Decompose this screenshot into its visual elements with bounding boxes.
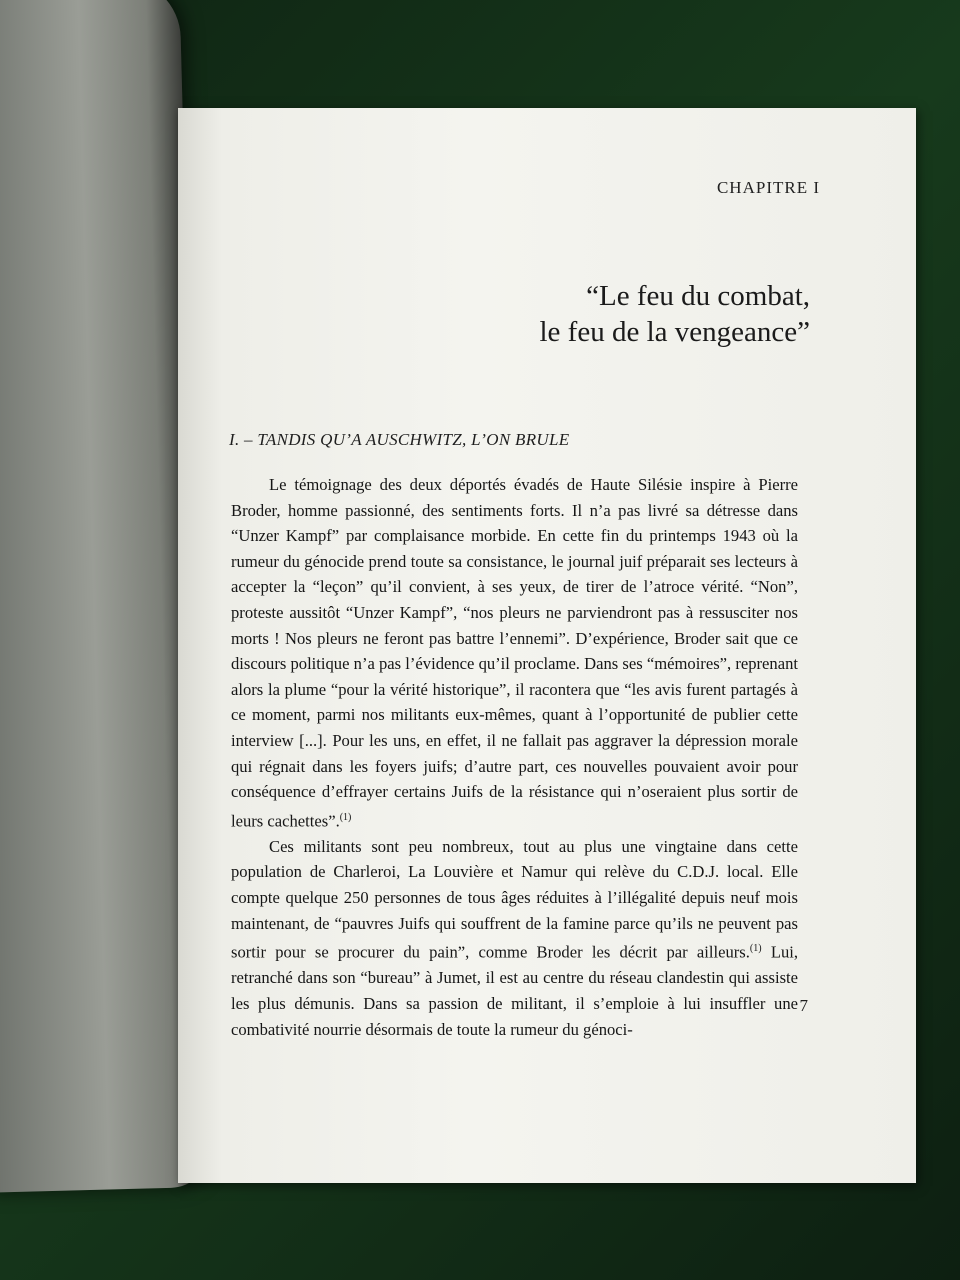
body-text (231, 472, 798, 1042)
chapter-label: CHAPITRE I (716, 178, 820, 197)
chapter-title (540, 278, 811, 350)
paragraph (231, 472, 798, 834)
paragraph-text: Ces militants sont peu nombreux, tout au plus une vingtaine dans cette population de Charleroi, La Louvière et Namur qui relève du C.D.J. local. Elle compte quelque 250 personnes de tous âges réduites à l’illégalité depuis neuf mois maintenant, de “pauvres Juifs qui souffrent de la famine parce qu’ils ne peuvent pas sortir pour se procurer du pain”, comme Broder les décrit par ailleurs. (231, 836, 798, 962)
section-heading: I. – TANDIS QU’A AUSCHWITZ, L’ON BRULE (229, 430, 570, 449)
paragraph-text: Lui, retranché dans son “bureau” à Jumet, il est au centre du réseau clandestin qui assiste les plus démunis. Dans sa passion de militant, il s’emploie à lui insuffler une combativité nourrie désormais de toute la rumeur du génoci- (231, 942, 799, 1039)
page-number: 7 (799, 996, 808, 1015)
paragraph (231, 834, 798, 1042)
chapter-title-line-1: “Le feu du combat, (586, 280, 810, 312)
paragraph-text: Le témoignage des deux déportés évadés de Haute Silésie inspire à Pierre Broder, homme passionné, des sentiments forts. Il n’a pas livré sa détresse dans “Unzer Kampf” par complaisance morbide. En cette fin du printemps 1943 où la rumeur du génocide prend toute sa consistance, le journal juif préparait ses lecteurs à accepter la “leçon” qu’il convient, à ses yeux, de tirer de l’atroce vérité. “Non”, proteste aussitôt “Unzer Kampf”, “nos pleurs ne parviendront pas à ressusciter nos morts ! Nos pleurs ne feront pas battre l’ennemi”. D’expérience, Broder sait que ce discours politique n’a pas l’évidence qu’il proclame. Dans ses “mémoires”, reprenant alors la plume “pour la vérité historique”, il racontera que “les avis furent partagés à ce moment, parmi nos militants eux-mêmes, quant à l’opportunité de publier cette interview [...]. Pour les uns, en effet, il ne fallait pas aggraver la dépression morale qui régnait dans les foyers juifs; d’autre part, ces nouvelles pouvaient avoir pour conséquence d’effrayer certains Juifs de la résistance qui n’oseraient plus sortir de leurs cachettes”. (231, 475, 798, 831)
footnote-mark: (1) (339, 811, 352, 823)
chapter-title-line-2: le feu de la vengeance” (539, 316, 810, 348)
footnote-mark: (1) (749, 943, 762, 955)
